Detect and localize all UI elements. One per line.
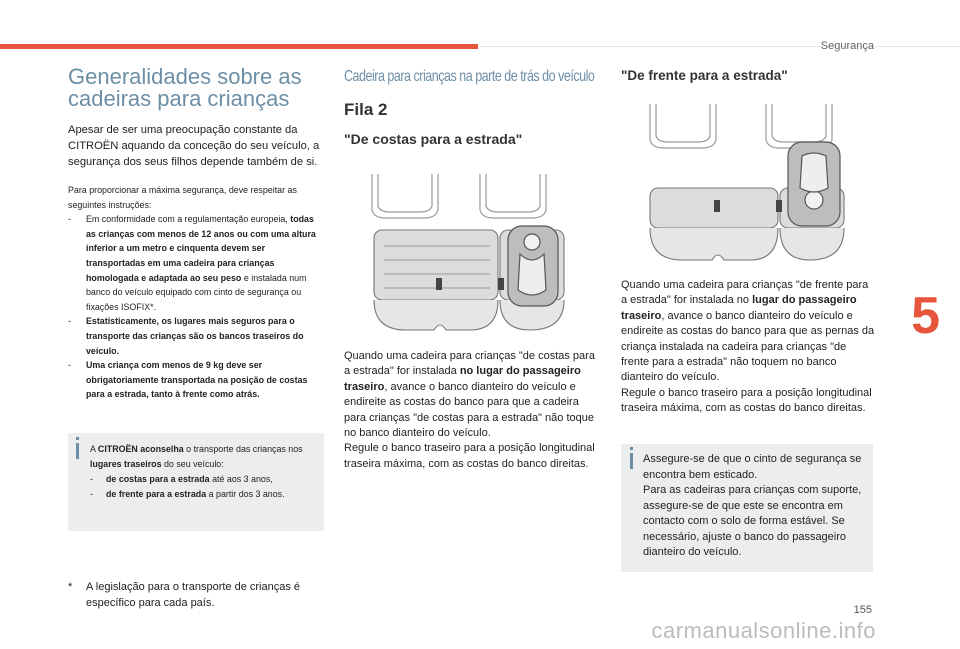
text-part: Quando uma cadeira para crianças "de costas para a estrada" for instalada [344,350,595,378]
note-emphasis: lugares traseiros [90,459,162,469]
text-emphasis: lugar do passageiro traseiro [621,294,857,322]
note-text-part: do seu veículo: [161,459,224,469]
chapter-number: 5 [911,287,940,345]
note-item [90,487,316,502]
header-accent-bar [0,44,478,49]
rear-facing-paragraph [344,349,602,472]
note-list [90,472,316,502]
note-text: Assegure-se de que o cinto de segurança se encontra bem esticado. [643,453,862,481]
header-rule [478,46,960,47]
info-icon [76,443,79,459]
instruction-item [68,358,324,402]
note-emphasis: CITROËN aconselha [97,444,184,454]
instruction-emphasis: Estatisticamente, os lugares mais seguros para o transporte das crianças são os bancos traseiros do veículo. [86,316,304,356]
forward-facing-paragraph [621,278,877,417]
row-heading: Fila 2 [344,100,388,119]
rear-facing-adjust-text: Regule o banco traseiro para a posição longitudinal traseira máxima, com as costas do banco direitas. [344,442,595,470]
rear-facing-heading: "De costas para a estrada" [344,131,523,147]
text-part: Quando uma cadeira para crianças "de frente para a estrada" for instalada no [621,279,869,307]
instructions-block [68,183,324,402]
text-part: , avance o banco dianteiro do veículo e endireite as costas do banco para que a cadeira para crianças "de costas para a estrada" não toque no banco dianteiro do veículo. [344,380,594,440]
forward-facing-text [621,278,877,386]
rear-facing-text [344,349,602,441]
section-title: Segurança [820,40,874,52]
forward-facing-adjust-text: Regule o banco traseiro para a posição longitudinal traseira máxima, com as costas do banco direitas. [621,386,872,415]
page-title: Generalidades sobre as cadeiras para crianças [68,64,302,111]
instruction-item [68,314,324,358]
note-emphasis: de frente para a estrada [106,489,207,499]
instruction-text: e instalada num banco do veículo equipado com cinto de segurança ou fixações ISOFIX*. [86,272,307,312]
note-text-part: o transporte das crianças nos [183,444,303,454]
instruction-text: Em conformidade com a regulamentação europeia, [86,214,291,225]
note-text-part: a partir dos 3 anos. [206,489,285,499]
watermark: carmanualsonline.info [651,618,876,643]
rear-seat-heading: Cadeira para crianças na parte de trás do veículo [344,68,595,85]
forward-facing-seat-illustration [642,100,858,272]
forward-facing-heading: "De frente para a estrada" [621,68,788,83]
footnote-text: A legislação para o transporte de crianças é específico para cada país. [86,581,301,609]
footnote [68,579,328,611]
info-icon [630,453,633,469]
note-text: Para as cadeiras para crianças com suporte, assegure-se de que este se encontra em contacto com o solo de forma estável. Se necessário, ajuste o banco do passageiro dianteiro do veículo. [643,484,862,558]
instruction-item [68,212,324,314]
instructions-intro: Para proporcionar a máxima segurança, deve respeitar as seguintes instruções: [68,185,297,210]
footnote-marker: * [68,581,73,593]
intro-paragraph: Apesar de ser uma preocupação constante da CITROËN aquando da conceção do seu veículo, a segurança dos seus filhos depende também de si. [68,124,320,168]
note-text-part: A [90,444,98,454]
note-emphasis: de costas para a estrada [106,474,210,484]
instruction-emphasis: todas as crianças com menos de 12 anos ou com uma altura inferior a um metro e cinquenta devem ser transportadas em uma cadeira para crianças homologada e adaptada ao seu peso [86,214,316,283]
instruction-emphasis: Uma criança com menos de 9 kg deve ser obrigatoriamente transportada na posição de costas para a estrada, tanto à frente como atrás. [86,360,308,400]
seatbelt-note [621,444,873,572]
text-emphasis: no lugar do passageiro traseiro [344,365,581,393]
note-text-part: até aos 3 anos, [209,474,273,484]
note-text [90,442,316,472]
recommendation-note [68,433,324,531]
text-part: , avance o banco dianteiro do veículo e endireite as costas do banco para que as pernas da criança instalada na cadeira para crianças "de frente para a estrada" não toquem no banco dianteiro do veículo. [621,309,875,384]
instructions-list [68,212,324,402]
rear-facing-seat-illustration [360,170,582,342]
page-number: 155 [853,604,872,616]
note-item [90,472,316,487]
